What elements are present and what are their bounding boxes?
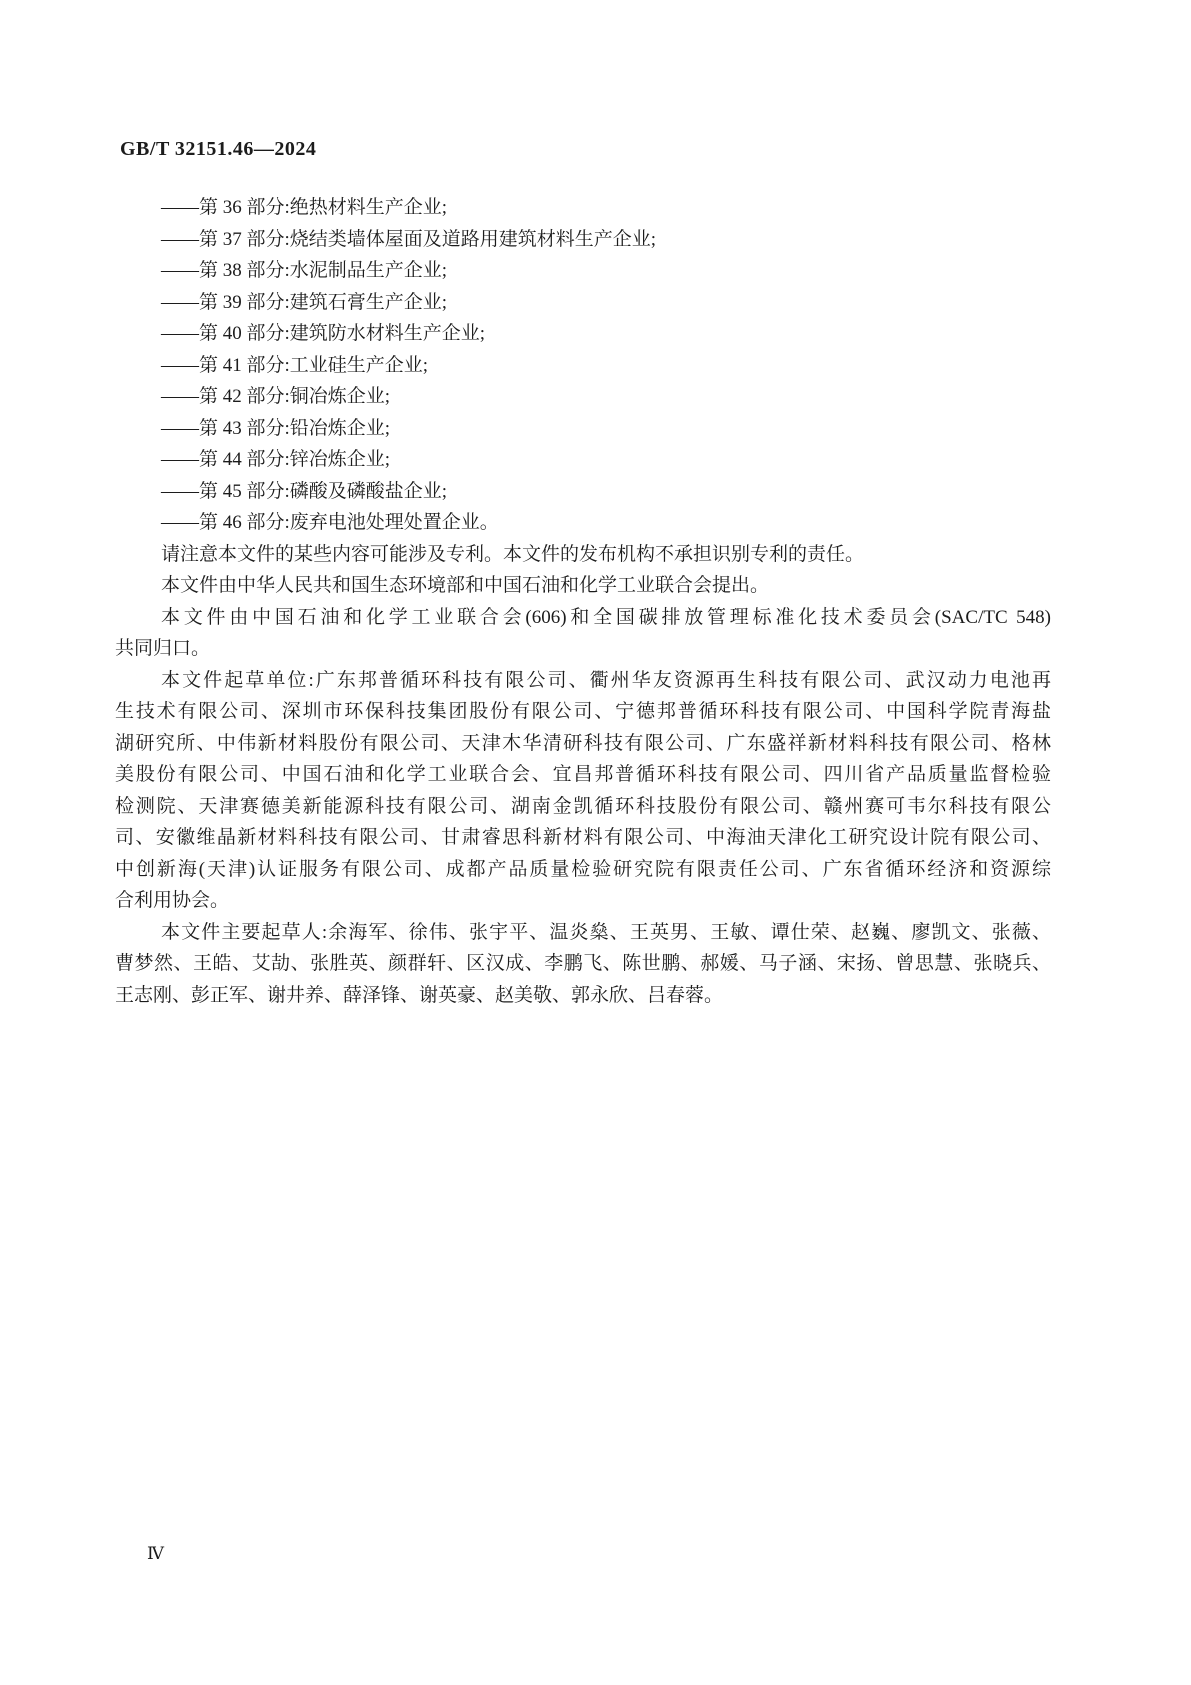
paragraph-line: 中创新海(天津)认证服务有限公司、成都产品质量检验研究院有限责任公司、广东省循环经济和资源综 <box>115 858 1051 880</box>
part-list-item: ——第 40 部分:建筑防水材料生产企业; <box>161 323 486 344</box>
paragraph-line: 司、安徽维晶新材料科技有限公司、甘肃睿思科新材料有限公司、中海油天津化工研究设计院有限公司、 <box>115 827 1051 848</box>
part-list-item: ——第 37 部分:烧结类墙体屋面及道路用建筑材料生产企业; <box>161 228 657 250</box>
part-list-item: ——第 43 部分:铅冶炼企业; <box>161 417 391 439</box>
paragraph-line: 本文件起草单位:广东邦普循环科技有限公司、衢州华友资源再生科技有限公司、武汉动力电池再 <box>161 669 1051 691</box>
part-list-item: ——第 45 部分:磷酸及磷酸盐企业; <box>161 480 448 502</box>
page-number: Ⅳ <box>147 1544 164 1563</box>
paragraph-line: 美股份有限公司、中国石油和化学工业联合会、宜昌邦普循环科技有限公司、四川省产品质量监督检验 <box>115 764 1051 785</box>
part-list-item: ——第 46 部分:废弃电池处理处置企业。 <box>161 512 499 533</box>
part-list-item: ——第 39 部分:建筑石膏生产企业; <box>161 291 448 313</box>
paragraph-line: 本文件主要起草人:余海军、徐伟、张宇平、温炎燊、王英男、王敏、谭仕荣、赵巍、廖凯文、张薇、 <box>161 921 1051 943</box>
document-body <box>115 192 1051 1011</box>
paragraph-line: 共同归口。 <box>115 638 211 659</box>
paragraph-line: 检测院、天津赛德美新能源科技有限公司、湖南金凯循环科技股份有限公司、赣州赛可韦尔科技有限公 <box>115 795 1051 817</box>
paragraph-line: 曹梦然、王皓、艾劼、张胜英、颜群轩、区汉成、李鹏飞、陈世鹏、郝媛、马子涵、宋扬、曾思慧、张晓兵、 <box>115 953 1051 974</box>
paragraph-line: 本文件由中国石油和化学工业联合会(606)和全国碳排放管理标准化技术委员会(SAC/TC 548) <box>161 606 1051 628</box>
paragraph-line: 合利用协会。 <box>115 890 230 911</box>
paragraph-line: 王志刚、彭正军、谢井养、薛泽锋、谢英豪、赵美敬、郭永欣、吕春蓉。 <box>115 984 724 1006</box>
part-list-item: ——第 44 部分:锌冶炼企业; <box>161 449 391 470</box>
part-list-item: ——第 38 部分:水泥制品生产企业; <box>161 260 448 281</box>
part-list-item: ——第 41 部分:工业硅生产企业; <box>161 354 429 376</box>
paragraph-line: 本文件由中华人民共和国生态环境部和中国石油和化学工业联合会提出。 <box>161 575 770 596</box>
part-list-item: ——第 36 部分:绝热材料生产企业; <box>161 197 448 218</box>
part-list-item: ——第 42 部分:铜冶炼企业; <box>161 386 391 407</box>
standard-number-header: GB/T 32151.46—2024 <box>120 138 317 160</box>
paragraph-line: 请注意本文件的某些内容可能涉及专利。本文件的发布机构不承担识别专利的责任。 <box>161 543 865 565</box>
paragraph-line: 湖研究所、中伟新材料股份有限公司、天津木华清研科技有限公司、广东盛祥新材料科技有限公司、格林 <box>115 732 1051 754</box>
paragraph-line: 生技术有限公司、深圳市环保科技集团股份有限公司、宁德邦普循环科技有限公司、中国科学院青海盐 <box>115 701 1051 722</box>
